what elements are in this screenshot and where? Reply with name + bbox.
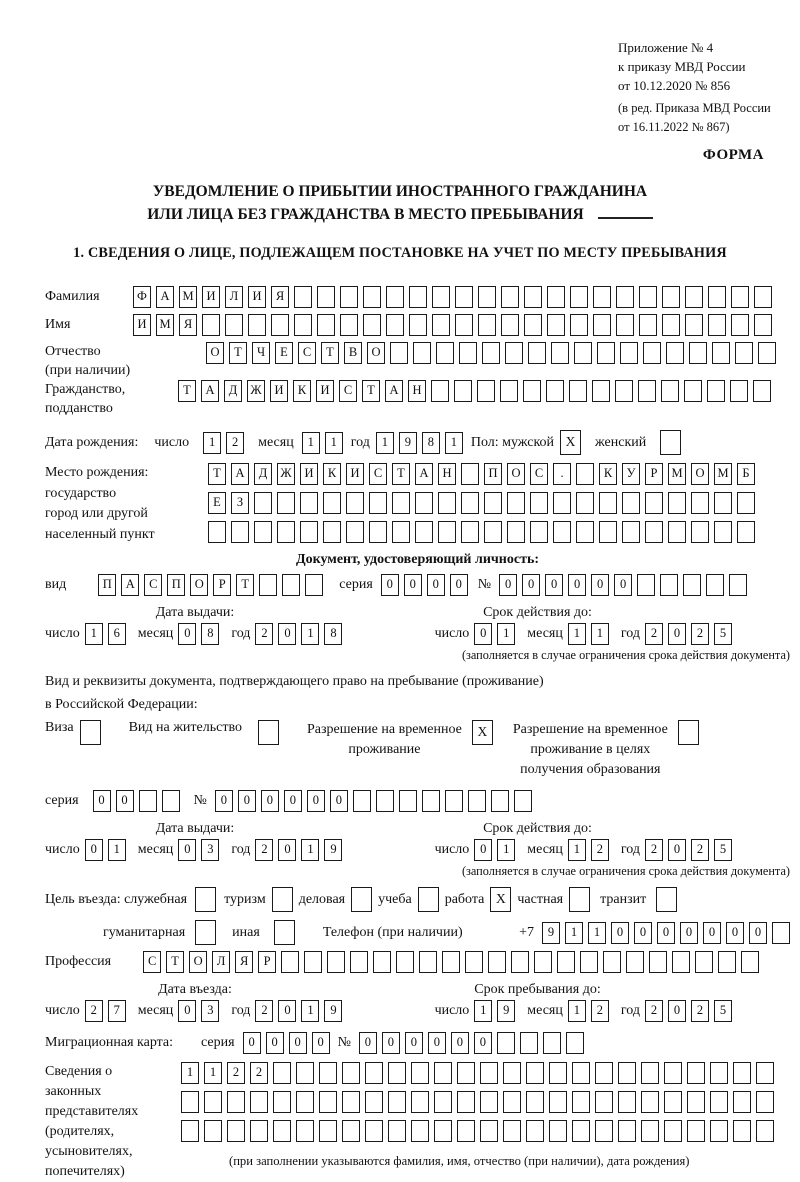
purpose-private-checkbox[interactable] — [569, 887, 590, 912]
res-issue-month-boxes[interactable]: 0 3 — [178, 839, 219, 861]
year-label: год — [231, 626, 251, 641]
entry-purpose-row — [45, 887, 790, 912]
res-date-headers — [45, 821, 790, 837]
entry-date-headers — [45, 982, 790, 998]
residence-doc-paragraph: Вид и реквизиты документа, подтверждающего право на пребывание (проживание) в Российской Федерации: — [45, 674, 544, 712]
year-label: год — [620, 1003, 640, 1018]
appendix-line: Приложение № 4 — [618, 40, 714, 55]
guardians-row3-boxes[interactable] — [181, 1120, 774, 1142]
appendix-reference — [618, 38, 771, 137]
birthplace-label: Место рождения: государство город или другой населенный пункт — [45, 465, 155, 542]
purpose-transit-checkbox[interactable] — [656, 887, 677, 912]
doc-issue-date-group — [45, 623, 342, 645]
guardians-row1-boxes[interactable]: 1 1 2 2 — [181, 1062, 774, 1084]
res-series-boxes[interactable]: 0 0 — [93, 790, 180, 812]
purpose-humanitarian-checkbox[interactable] — [195, 920, 216, 945]
month-label: месяц — [527, 842, 563, 857]
form-body — [0, 278, 800, 1182]
year-label: год — [620, 842, 640, 857]
residence-permit-checkbox[interactable] — [258, 720, 279, 745]
entry-year-boxes[interactable]: 2 0 1 9 — [255, 1000, 342, 1022]
day-label: число — [434, 626, 470, 641]
given-name-boxes[interactable]: И М Я — [133, 314, 772, 336]
entry-dates-row — [45, 1000, 790, 1022]
month-label: месяц — [527, 1003, 563, 1018]
temp-residence-edu-label: Разрешение на временное проживание в целях получения образования — [512, 722, 668, 777]
day-label: число — [45, 626, 80, 641]
appendix-line: от 10.12.2020 № 856 — [618, 78, 731, 93]
res-valid-date-group — [435, 839, 732, 861]
form-label: ФОРМА — [702, 147, 764, 163]
birth-day-boxes[interactable]: 1 2 — [203, 432, 244, 454]
purpose-private-label: частная — [517, 891, 564, 907]
visa-checkbox[interactable] — [80, 720, 101, 745]
profession-row — [45, 951, 790, 973]
res-issue-date-label: Дата выдачи: — [155, 821, 235, 836]
patronymic-label: Отчество (при наличии) — [45, 344, 131, 378]
residence-doc-checkboxes — [45, 720, 790, 780]
doc-dates-row — [45, 623, 790, 645]
purpose-other-label: иная — [232, 924, 260, 940]
purpose-business-label: Цель въезда: служебная — [45, 891, 188, 907]
birthplace-row3-boxes[interactable] — [208, 521, 755, 543]
appendix-line: от 16.11.2022 № 867) — [618, 120, 730, 134]
purpose-work-label: работа — [444, 891, 485, 907]
day-label: число — [434, 1003, 470, 1018]
entry-date-group — [45, 1000, 342, 1022]
res-issue-day-boxes[interactable]: 0 1 — [85, 839, 126, 861]
surname-boxes[interactable]: Ф А М И Л И Я — [133, 286, 772, 308]
sex-male-label: Пол: мужской — [470, 434, 555, 450]
phone-boxes[interactable]: 9 1 1 0 0 0 0 0 0 0 — [542, 922, 790, 944]
patronymic-row — [45, 342, 790, 380]
res-series-label: серия — [45, 793, 79, 808]
doc-number-label: № — [477, 577, 492, 592]
stay-until-group — [435, 1000, 732, 1022]
year-label: год — [231, 1003, 251, 1018]
day-label: число — [45, 842, 80, 857]
guardians-row2-boxes[interactable] — [181, 1091, 774, 1113]
temp-residence-edu-checkbox[interactable] — [678, 720, 699, 745]
guardians-note: (при заполнении указываются фамилия, имя, отчество (при наличии), дата рождения) — [229, 1154, 690, 1168]
month-label: месяц — [137, 626, 174, 641]
migration-card-label: Миграционная карта: — [45, 1035, 174, 1050]
form-title — [0, 180, 800, 226]
doc-issue-month-boxes[interactable]: 0 8 — [178, 623, 219, 645]
res-valid-day-boxes[interactable]: 0 1 — [474, 839, 515, 861]
mig-number-label: № — [337, 1035, 351, 1050]
title-blank-line — [598, 217, 653, 219]
doc-issue-date-label: Дата выдачи: — [155, 605, 235, 620]
res-valid-month-boxes[interactable]: 1 2 — [568, 839, 609, 861]
doc-valid-month-boxes[interactable]: 1 1 — [568, 623, 609, 645]
visa-label: Виза — [45, 720, 74, 735]
temp-residence-checkbox[interactable]: X — [472, 720, 493, 745]
purpose-commercial-label: деловая — [298, 891, 346, 907]
day-label: число — [154, 434, 190, 450]
id-document-header: Документ, удостоверяющий личность: — [295, 552, 540, 567]
res-dates-row — [45, 839, 790, 861]
birth-month-boxes[interactable]: 1 1 — [302, 432, 343, 454]
purpose-business-checkbox[interactable] — [195, 887, 216, 912]
citizenship-row — [45, 380, 790, 418]
birth-date-label: Дата рождения: — [45, 434, 139, 450]
given-name-label: Имя — [45, 317, 71, 332]
profession-label: Профессия — [45, 954, 112, 969]
purpose-other-checkbox[interactable] — [274, 920, 295, 945]
doc-type-boxes[interactable]: П А С П О Р Т — [98, 574, 323, 596]
birthplace-row1-boxes[interactable]: Т А Д Ж И К И С Т А Н П О С . К У Р М О М Б — [208, 463, 755, 485]
id-document-row — [45, 574, 790, 596]
birthplace-boxes-col — [208, 463, 755, 543]
year-label: год — [620, 626, 640, 641]
phone-prefix: +7 — [519, 924, 534, 940]
given-name-row — [45, 314, 790, 336]
purpose-humanitarian-label: гуманитарная — [103, 924, 186, 940]
stay-day-boxes[interactable]: 1 9 — [474, 1000, 515, 1022]
mig-series-boxes[interactable]: 0 0 0 0 — [243, 1032, 330, 1054]
birth-date-row — [45, 430, 790, 455]
month-label: месяц — [137, 1003, 174, 1018]
birth-year-boxes[interactable]: 1 9 8 1 — [376, 432, 463, 454]
female-checkbox[interactable] — [660, 430, 681, 455]
res-issue-date-group — [45, 839, 342, 861]
surname-row — [45, 286, 790, 308]
purpose-commercial-checkbox[interactable] — [351, 887, 372, 912]
purpose-study-checkbox[interactable] — [418, 887, 439, 912]
res-number-label: № — [193, 793, 207, 808]
purpose-transit-label: транзит — [600, 891, 647, 907]
citizenship-boxes[interactable]: Т А Д Ж И К И С Т А Н — [178, 380, 771, 402]
month-label: месяц — [137, 842, 174, 857]
purpose-tourism-label: туризм — [224, 891, 266, 907]
res-number-boxes[interactable]: 0 0 0 0 0 0 — [215, 790, 532, 812]
guardians-label: Сведения о законных представителях (родителях, усыновителях, попечителях) — [45, 1064, 139, 1179]
doc-valid-date-group — [435, 623, 732, 645]
day-label: число — [434, 842, 470, 857]
doc-number-boxes[interactable]: 0 0 0 0 0 0 — [499, 574, 747, 596]
birthplace-block — [45, 463, 790, 545]
purpose-phone-row — [45, 920, 790, 945]
res-valid-until-label: Срок действия до: — [483, 821, 592, 836]
year-label: год — [350, 434, 370, 450]
stay-year-boxes[interactable]: 2 0 2 5 — [645, 1000, 732, 1022]
stay-month-boxes[interactable]: 1 2 — [568, 1000, 609, 1022]
doc-type-label: вид — [45, 577, 67, 592]
doc-issue-day-boxes[interactable]: 1 6 — [85, 623, 126, 645]
purpose-work-checkbox[interactable]: X — [490, 887, 511, 912]
month-label: месяц — [527, 626, 563, 641]
day-label: число — [45, 1003, 80, 1018]
male-checkbox[interactable]: X — [560, 430, 581, 455]
entry-month-boxes[interactable]: 0 3 — [178, 1000, 219, 1022]
year-label: год — [231, 842, 251, 857]
mig-series-label: серия — [201, 1035, 235, 1050]
form-title-line1: УВЕДОМЛЕНИЕ О ПРИБЫТИИ ИНОСТРАННОГО ГРАЖДАНИНА — [152, 183, 648, 200]
res-validity-note: (заполняется в случае ограничения срока действия документа) — [461, 864, 790, 878]
guardians-boxes-col — [181, 1062, 774, 1169]
temp-residence-label: Разрешение на временное проживание — [306, 722, 462, 757]
citizenship-label: Гражданство, подданство — [45, 382, 126, 416]
guardians-block — [45, 1062, 790, 1182]
entry-day-boxes[interactable]: 2 7 — [85, 1000, 126, 1022]
entry-date-label: Дата въезда: — [158, 982, 232, 997]
mig-number-boxes[interactable]: 0 0 0 0 0 0 — [359, 1032, 584, 1054]
appendix-line: к приказу МВД России — [618, 59, 746, 74]
section1-title: 1. СВЕДЕНИЯ О ЛИЦЕ, ПОДЛЕЖАЩЕМ ПОСТАНОВКЕ НА УЧЕТ ПО МЕСТУ ПРЕБЫВАНИЯ — [73, 245, 727, 261]
migration-card-row — [45, 1032, 790, 1054]
doc-validity-note: (заполняется в случае ограничения срока действия документа) — [461, 648, 790, 662]
purpose-tourism-checkbox[interactable] — [272, 887, 293, 912]
phone-label: Телефон (при наличии) — [322, 924, 463, 940]
doc-issue-year-boxes[interactable]: 2 0 1 8 — [255, 623, 342, 645]
month-label: месяц — [258, 434, 294, 450]
res-issue-year-boxes[interactable]: 2 0 1 9 — [255, 839, 342, 861]
res-valid-year-boxes[interactable]: 2 0 2 5 — [645, 839, 732, 861]
surname-label: Фамилия — [45, 289, 100, 304]
doc-valid-year-boxes[interactable]: 2 0 2 5 — [645, 623, 732, 645]
stay-until-label: Срок пребывания до: — [474, 982, 601, 997]
doc-series-boxes[interactable]: 0 0 0 0 — [381, 574, 468, 596]
sex-female-label: женский — [595, 434, 647, 450]
residence-doc-series-row — [45, 790, 790, 812]
birthplace-row2-boxes[interactable]: Е З — [208, 492, 755, 514]
doc-valid-day-boxes[interactable]: 0 1 — [474, 623, 515, 645]
residence-permit-label: Вид на жительство — [128, 720, 242, 735]
appendix-line: (в ред. Приказа МВД России — [618, 101, 771, 115]
profession-boxes[interactable]: С Т О Л Я Р — [143, 951, 759, 973]
doc-valid-until-label: Срок действия до: — [483, 605, 592, 620]
form-title-line2: ИЛИ ЛИЦА БЕЗ ГРАЖДАНСТВА В МЕСТО ПРЕБЫВАНИЯ — [0, 203, 800, 226]
doc-series-label: серия — [339, 577, 373, 592]
purpose-study-label: учеба — [378, 891, 412, 907]
doc-date-headers — [45, 605, 790, 621]
patronymic-boxes[interactable]: О Т Ч Е С Т В О — [206, 342, 776, 364]
